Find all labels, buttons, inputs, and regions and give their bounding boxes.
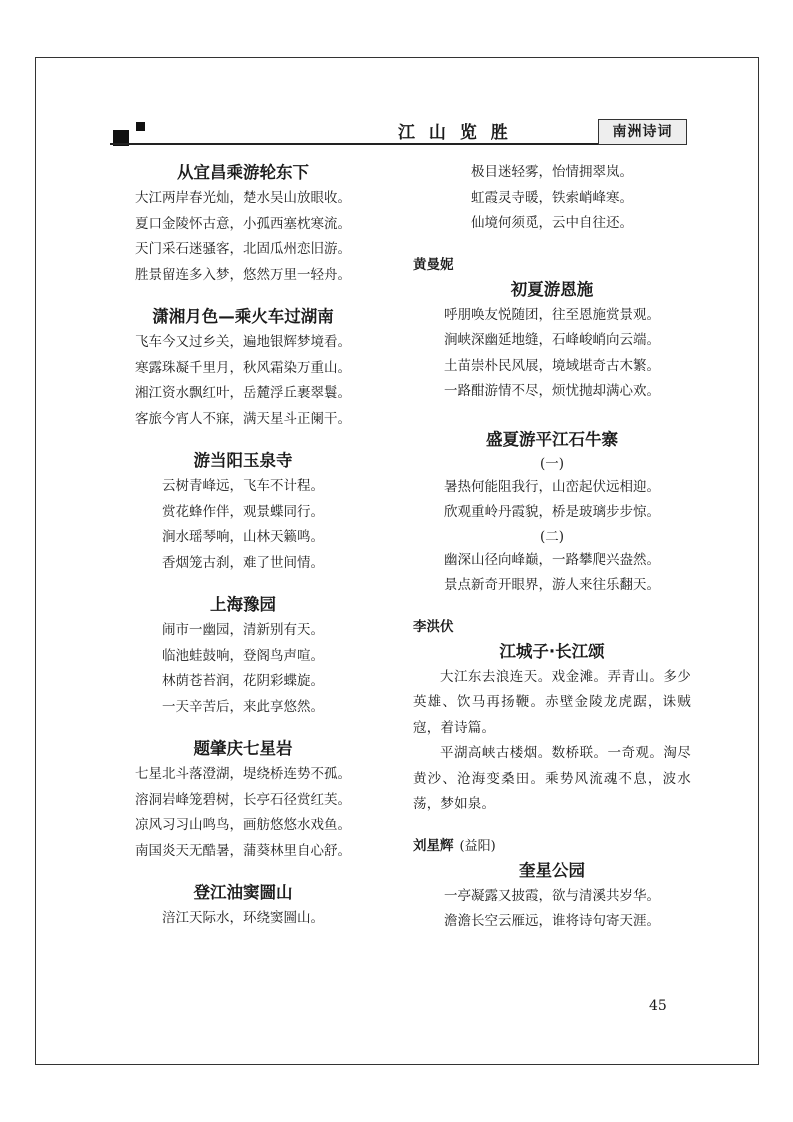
poem-line: 一路酣游情不尽，烦忧抛却满心欢。 bbox=[444, 383, 660, 399]
poem-line: 幽深山径向峰巅，一路攀爬兴盎然。 bbox=[444, 551, 660, 568]
part-label: (一) bbox=[539, 455, 565, 472]
page-header bbox=[110, 120, 685, 142]
poem-line: 闹市一幽园，清新别有天。 bbox=[162, 622, 324, 638]
poem-title: 潇湘月色—乘火车过湖南 bbox=[152, 307, 334, 326]
poem-jiangchengzi bbox=[413, 639, 691, 818]
poem-douchuanshan-continued bbox=[413, 160, 691, 237]
poem-line: 涪江天际水，环绕窦圌山。 bbox=[162, 910, 324, 926]
poem-line: 湘江资水飘红叶，岳麓浮丘裹翠鬟。 bbox=[135, 385, 351, 401]
poem-line: 仙境何须觅，云中自往还。 bbox=[471, 215, 633, 231]
poem-line: 林荫苍苔润，花阴彩蝶旋。 bbox=[162, 673, 324, 689]
page-number: 45 bbox=[649, 998, 667, 1014]
poem-line: 天门采石迷骚客，北固瓜州恋旧游。 bbox=[135, 241, 351, 257]
poem-title: 题肇庆七星岩 bbox=[193, 739, 293, 758]
poem-line: 溶洞岩峰笼碧树，长亭石径赏红芙。 bbox=[135, 791, 351, 808]
poem-qixingyan bbox=[112, 736, 374, 864]
poem-xiaoxiang bbox=[112, 304, 374, 432]
header-square-small bbox=[136, 122, 145, 131]
poem-title: 奎星公园 bbox=[519, 860, 585, 880]
poem-line: 景点新奇开眼界，游人来往乐翻天。 bbox=[444, 577, 660, 593]
poem-kuixing bbox=[413, 858, 691, 935]
poem-line: 一天辛苦后，来此享悠然。 bbox=[162, 698, 324, 715]
section-title: 江 山 览 胜 bbox=[398, 123, 512, 143]
poem-title: 初夏游恩施 bbox=[510, 279, 594, 299]
poem-title: 登江油窦圌山 bbox=[193, 883, 293, 902]
poem-line: 寒露珠凝千里月，秋风霜染万重山。 bbox=[135, 359, 351, 376]
poem-enshi bbox=[413, 277, 691, 405]
column-tag: 南洲诗词 bbox=[598, 119, 687, 145]
poem-line: 夏口金陵怀古意，小孤西塞枕寒流。 bbox=[135, 215, 351, 232]
ci-paragraph: 大江东去浪连天。戏金滩。弄青山。多少英雄、饮马再扬鞭。赤壁金陵龙虎踞，诛贼寇，着诗篇。 bbox=[413, 668, 691, 736]
poem-line: 临池蛙鼓响，登阁鸟声喧。 bbox=[162, 647, 324, 664]
poem-line: 胜景留连多入梦，悠然万里一轻舟。 bbox=[135, 266, 351, 283]
poem-line: 涧峡深幽延地缝，石峰峻峭向云端。 bbox=[444, 332, 660, 348]
poem-line: 大江两岸春光灿，楚水吴山放眼收。 bbox=[135, 190, 351, 206]
poem-line: 涧水瑶琴响，山林天籁鸣。 bbox=[162, 529, 324, 545]
poem-line: 凉风习习山鸣鸟，画舫悠悠水戏鱼。 bbox=[135, 817, 351, 833]
poem-yuquan bbox=[112, 448, 374, 576]
author-name: 刘星辉 bbox=[413, 837, 454, 854]
header-rule bbox=[110, 143, 610, 145]
poem-line: 香烟笼古刹，难了世间情。 bbox=[162, 554, 324, 571]
author-line bbox=[413, 834, 691, 858]
poem-line: 七星北斗落澄湖，堤绕桥连势不孤。 bbox=[135, 766, 351, 782]
poem-line: 欣观重岭丹霞貌，桥是玻璃步步惊。 bbox=[444, 504, 660, 520]
poem-line: 客旅今宵人不寐，满天星斗正阑干。 bbox=[135, 410, 351, 427]
poem-line: 呼朋唤友悦随团，往至恩施赏景观。 bbox=[444, 306, 660, 323]
poem-title: 盛夏游平江石牛寨 bbox=[486, 429, 618, 449]
poem-line: 土苗崇朴民风展，境域堪奇古木繁。 bbox=[444, 357, 660, 374]
poem-line: 一亭凝露又披霞，欲与清溪共岁华。 bbox=[444, 887, 660, 904]
poem-line: 飞车今又过乡关，遍地银辉梦境看。 bbox=[135, 334, 351, 350]
poem-line: 赏花蜂作伴，观景蝶同行。 bbox=[162, 503, 324, 520]
poem-yichang bbox=[112, 160, 374, 288]
poem-douchuanshan bbox=[112, 880, 374, 932]
left-column bbox=[112, 160, 374, 948]
ci-body bbox=[413, 665, 691, 818]
poem-title: 游当阳玉泉寺 bbox=[193, 451, 293, 470]
poem-line: 澹澹长空云雁远，谁将诗句寄天涯。 bbox=[444, 913, 660, 929]
poem-line: 云树青峰远，飞车不计程。 bbox=[162, 478, 324, 494]
author-location: (益阳) bbox=[459, 838, 496, 854]
part-label: (二) bbox=[539, 528, 565, 545]
poem-pingjiang bbox=[413, 427, 691, 599]
author-name: 黄曼妮 bbox=[413, 256, 454, 273]
poem-title: 从宜昌乘游轮东下 bbox=[177, 163, 309, 182]
ci-paragraph: 平湖高峡古楼烟。数桥联。一奇观。淘尽黄沙、沧海变桑田。乘势风流魂不息，波水荡，梦如泉。 bbox=[413, 745, 691, 812]
author-name: 李洪伏 bbox=[413, 618, 454, 635]
poem-line: 虹霞灵寺暖，铁索峭峰寒。 bbox=[471, 189, 633, 206]
poem-line: 南国炎天无酷暑，蒲葵林里自心舒。 bbox=[135, 842, 351, 859]
poem-title: 上海豫园 bbox=[210, 595, 276, 614]
poem-line: 极目迷轻雾，怡情拥翠岚。 bbox=[471, 164, 633, 180]
poem-title: 江城子·长江颂 bbox=[499, 641, 605, 661]
right-column bbox=[413, 160, 691, 951]
poem-yuyuan bbox=[112, 592, 374, 720]
poem-line: 暑热何能阻我行，山峦起伏远相迎。 bbox=[444, 478, 660, 495]
